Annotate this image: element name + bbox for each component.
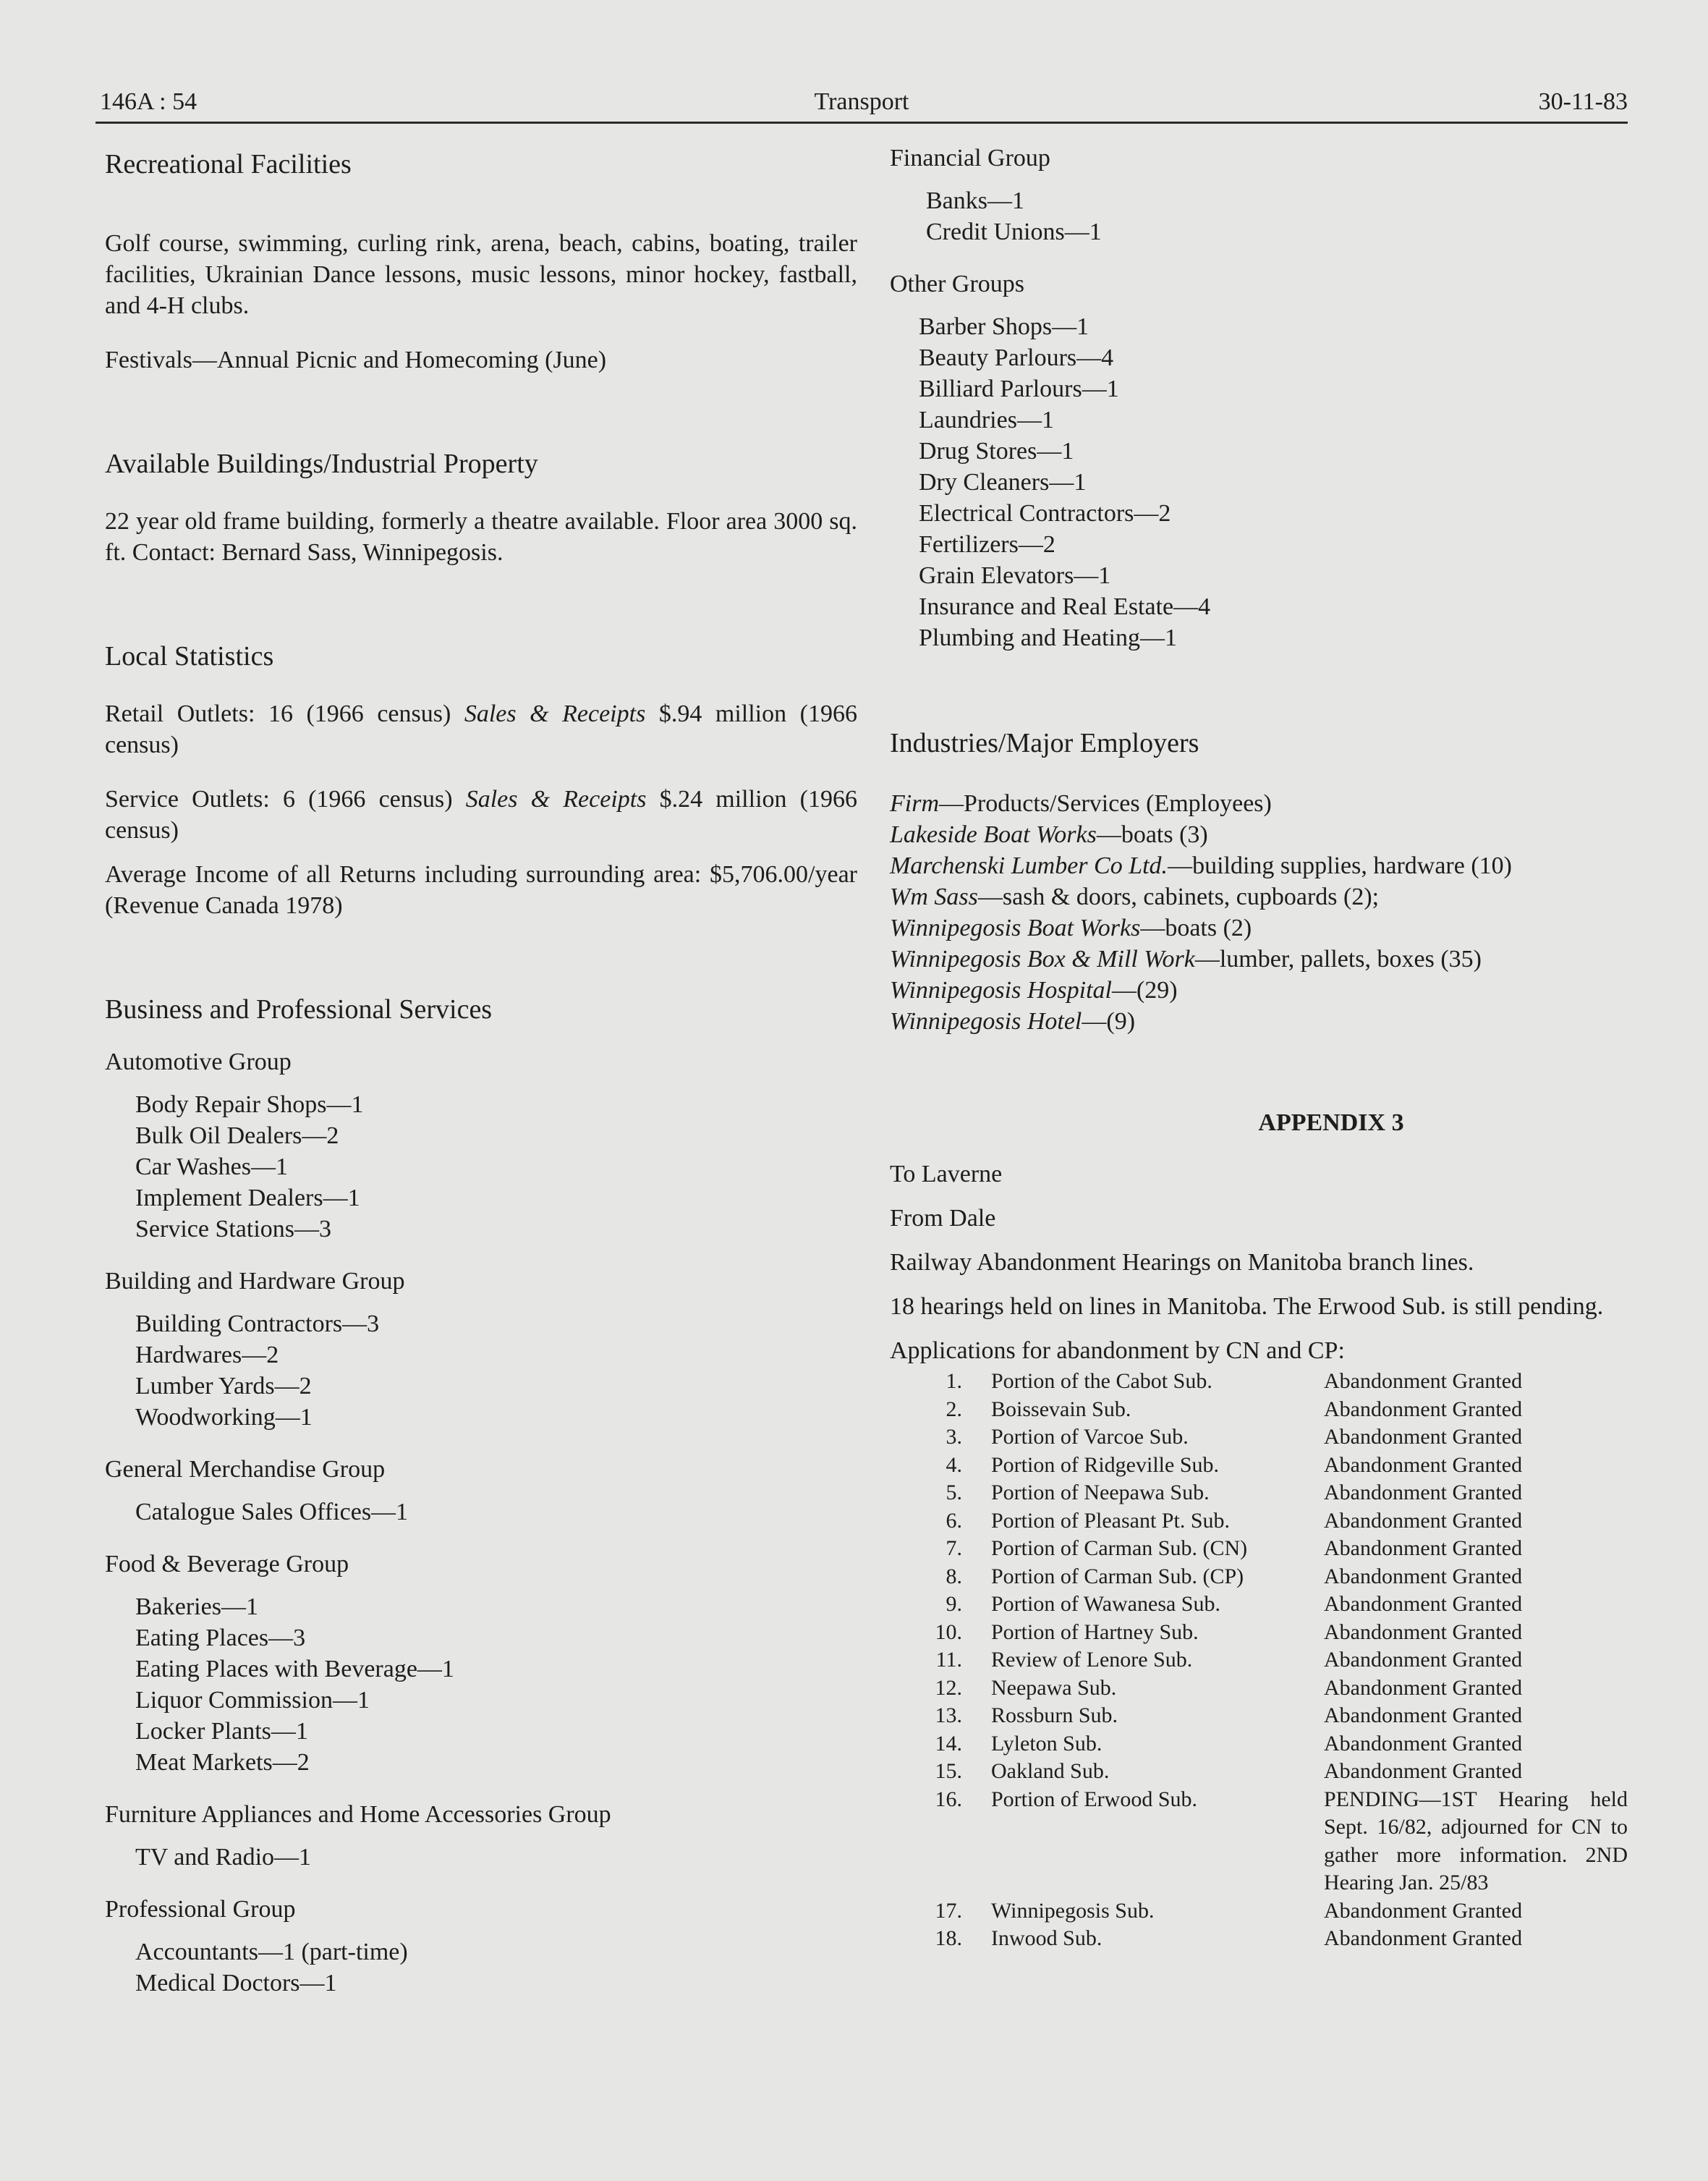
row-number: 5.	[946, 1481, 962, 1504]
abandonment-row	[904, 1368, 1628, 1396]
business-groups	[105, 1047, 857, 1999]
branch-line: Portion of the Cabot Sub.	[991, 1369, 1212, 1393]
employer-firm: Wm Sass	[890, 884, 978, 910]
employer-row	[890, 1006, 1642, 1037]
employer-row	[890, 912, 1642, 944]
branch-line: Portion of Carman Sub. (CN)	[991, 1536, 1248, 1560]
festivals-text: Festivals—Annual Picnic and Homecoming (June)	[105, 347, 607, 373]
other-groups-heading: Other Groups	[890, 271, 1025, 297]
business-group-item: Medical Doctors—1	[135, 1970, 337, 1996]
business-group-item: Car Washes—1	[135, 1153, 288, 1180]
employer-firm: Winnipegosis Hotel	[890, 1008, 1082, 1035]
industries-heading: Industries/Major Employers	[890, 728, 1199, 758]
other-group-item: Billiard Parlours—1	[919, 376, 1119, 402]
business-group-item: Catalogue Sales Offices—1	[135, 1499, 409, 1525]
financial-group-item: Credit Unions—1	[926, 219, 1102, 245]
buildings-text: 22 year old frame building, formerly a theatre available. Floor area 3000 sq. ft. Contact: Bernard Sass, Winnipegosis.	[105, 508, 857, 566]
branch-line: Inwood Sub.	[991, 1926, 1102, 1950]
branch-line: Boissevain Sub.	[991, 1397, 1131, 1421]
business-group-heading: Automotive Group	[105, 1049, 292, 1075]
employer-description: —(9)	[1082, 1008, 1136, 1035]
business-group-item: Body Repair Shops—1	[135, 1091, 364, 1118]
business-group-items	[135, 1089, 857, 1245]
branch-line: Winnipegosis Sub.	[991, 1898, 1155, 1923]
row-number: 17.	[935, 1898, 962, 1923]
branch-line: Lyleton Sub.	[991, 1731, 1102, 1756]
row-number: 3.	[946, 1425, 962, 1449]
other-items	[919, 311, 1642, 653]
branch-line: Rossburn Sub.	[991, 1703, 1118, 1727]
branch-line: Review of Lenore Sub.	[991, 1648, 1193, 1672]
employer-row	[890, 944, 1642, 975]
other-group-item: Barber Shops—1	[919, 313, 1089, 340]
other-group-item: Electrical Contractors—2	[919, 500, 1171, 527]
abandonment-row	[904, 1702, 1628, 1730]
other-group-item: Drug Stores—1	[919, 438, 1074, 465]
memo-hearings-held: 18 hearings held on lines in Manitoba. The Erwood Sub. is still pending.	[890, 1293, 1604, 1320]
row-number: 10.	[935, 1619, 962, 1644]
hearing-status: Abandonment Granted	[1324, 1592, 1523, 1616]
financial-group-heading: Financial Group	[890, 145, 1050, 171]
employer-description: —(29)	[1111, 977, 1178, 1004]
recreational-text: Golf course, swimming, curling rink, arena, beach, cabins, boating, trailer facilities, Ukrainian Dance lessons, music lessons, minor hockey, fastball, and 4-H clubs.	[105, 230, 857, 319]
branch-line: Neepawa Sub.	[991, 1675, 1117, 1700]
abandonment-row	[904, 1619, 1628, 1647]
abandonment-row	[904, 1674, 1628, 1703]
business-group-item: Liquor Commission—1	[135, 1687, 370, 1714]
abandonment-row	[904, 1507, 1628, 1536]
business-group-heading: Furniture Appliances and Home Accessories Group	[105, 1801, 611, 1828]
page-number: 146A : 54	[100, 88, 197, 115]
business-group-heading: General Merchandise Group	[105, 1456, 386, 1483]
other-group-item: Laundries—1	[919, 407, 1054, 433]
business-group-item: TV and Radio—1	[135, 1844, 312, 1871]
running-title: Transport	[814, 88, 909, 115]
business-group-items	[135, 1591, 857, 1778]
branch-line: Portion of Varcoe Sub.	[991, 1425, 1189, 1449]
branch-line: Portion of Carman Sub. (CP)	[991, 1564, 1244, 1588]
employer-description: —boats (3)	[1096, 821, 1208, 848]
appendix-title: APPENDIX 3	[1258, 1109, 1404, 1136]
employer-firm: Lakeside Boat Works	[890, 821, 1097, 848]
employer-description: —lumber, pallets, boxes (35)	[1194, 946, 1482, 973]
business-group-item: Eating Places with Beverage—1	[135, 1656, 454, 1682]
business-group-items	[135, 1496, 857, 1528]
employer-row	[890, 819, 1642, 850]
row-number: 14.	[935, 1731, 962, 1756]
branch-line: Portion of Neepawa Sub.	[991, 1481, 1210, 1504]
employer-firm: Winnipegosis Hospital	[890, 977, 1112, 1004]
employer-firm: Winnipegosis Box & Mill Work	[890, 946, 1195, 973]
row-number: 16.	[935, 1787, 962, 1811]
abandonment-row	[904, 1758, 1628, 1786]
business-heading: Business and Professional Services	[105, 994, 493, 1025]
abandonment-row	[904, 1897, 1628, 1926]
business-group-items	[135, 1936, 857, 1999]
business-group-heading: Food & Beverage Group	[105, 1551, 349, 1577]
abandonment-row	[904, 1786, 1628, 1897]
business-group-heading: Professional Group	[105, 1896, 296, 1923]
abandonment-table	[904, 1368, 1628, 1953]
memo-applications: Applications for abandonment by CN and CP:	[890, 1337, 1345, 1364]
abandonment-row	[904, 1730, 1628, 1758]
hearing-status: Abandonment Granted	[1324, 1619, 1523, 1644]
business-group-item: Hardwares—2	[135, 1342, 279, 1368]
employer-row	[890, 881, 1642, 912]
financial-group-item: Banks—1	[926, 187, 1024, 214]
branch-line: Portion of Ridgeville Sub.	[991, 1452, 1219, 1477]
row-number: 15.	[935, 1759, 962, 1783]
buildings-heading: Available Buildings/Industrial Property	[105, 449, 538, 479]
page-header	[95, 85, 1628, 124]
abandonment-row	[904, 1423, 1628, 1452]
employer-firm: Firm	[890, 790, 939, 817]
hearing-status: PENDING—1ST Hearing held Sept. 16/82, adjourned for CN to gather more information. 2ND Hearing Jan. 25/83	[1324, 1787, 1628, 1894]
stats-heading: Local Statistics	[105, 641, 274, 672]
row-number: 8.	[946, 1564, 962, 1588]
employer-row	[890, 975, 1642, 1006]
branch-line: Portion of Pleasant Pt. Sub.	[991, 1508, 1231, 1533]
hearing-status: Abandonment Granted	[1324, 1536, 1523, 1560]
hearing-status: Abandonment Granted	[1324, 1564, 1523, 1588]
memo-from: From Dale	[890, 1205, 996, 1232]
hearing-status: Abandonment Granted	[1324, 1898, 1523, 1923]
hearing-status: Abandonment Granted	[1324, 1648, 1523, 1672]
business-group-item: Woodworking—1	[135, 1404, 313, 1431]
branch-line: Portion of Erwood Sub.	[991, 1787, 1197, 1811]
hearing-status: Abandonment Granted	[1324, 1481, 1523, 1504]
business-group-item: Accountants—1 (part-time)	[135, 1939, 408, 1965]
employer-description: —building supplies, hardware (10)	[1168, 852, 1512, 879]
row-number: 9.	[946, 1592, 962, 1616]
business-group-item: Meat Markets—2	[135, 1749, 310, 1776]
row-number: 6.	[946, 1508, 962, 1533]
right-column	[890, 143, 1642, 1953]
row-number: 13.	[935, 1703, 962, 1727]
other-group-item: Fertilizers—2	[919, 531, 1055, 558]
hearing-status: Abandonment Granted	[1324, 1508, 1523, 1533]
hearing-status: Abandonment Granted	[1324, 1425, 1523, 1449]
recreational-heading: Recreational Facilities	[105, 149, 352, 179]
row-number: 2.	[946, 1397, 962, 1421]
hearing-status: Abandonment Granted	[1324, 1731, 1523, 1756]
abandonment-row	[904, 1591, 1628, 1619]
business-group-item: Bakeries—1	[135, 1593, 258, 1620]
page-date: 30-11-83	[1538, 88, 1628, 115]
other-group-item: Grain Elevators—1	[919, 562, 1111, 589]
business-group-item: Implement Dealers—1	[135, 1185, 360, 1211]
employer-firm: Winnipegosis Boat Works	[890, 915, 1141, 941]
hearing-status: Abandonment Granted	[1324, 1369, 1523, 1393]
row-number: 4.	[946, 1452, 962, 1477]
financial-items	[926, 185, 1642, 247]
other-group-item: Plumbing and Heating—1	[919, 624, 1177, 651]
service-outlets-text: Service Outlets: 6 (1966 census) Sales & Receipts $.24 million (1966 census)	[105, 786, 857, 844]
industries-list	[890, 788, 1642, 1037]
abandonment-row	[904, 1646, 1628, 1674]
row-number: 18.	[935, 1926, 962, 1950]
hearing-status: Abandonment Granted	[1324, 1926, 1523, 1950]
other-group-item: Beauty Parlours—4	[919, 344, 1114, 371]
employer-row	[890, 788, 1642, 819]
hearing-status: Abandonment Granted	[1324, 1397, 1523, 1421]
branch-line: Portion of Wawanesa Sub.	[991, 1592, 1220, 1616]
hearing-status: Abandonment Granted	[1324, 1452, 1523, 1477]
business-group-items	[135, 1308, 857, 1433]
business-group-item: Building Contractors—3	[135, 1310, 380, 1337]
business-group-item: Bulk Oil Dealers—2	[135, 1122, 339, 1149]
other-group-item: Dry Cleaners—1	[919, 469, 1087, 496]
hearing-status: Abandonment Granted	[1324, 1759, 1523, 1783]
average-income-text: Average Income of all Returns including surrounding area: $5,706.00/year (Revenue Canada 1978)	[105, 861, 857, 919]
row-number: 12.	[935, 1675, 962, 1700]
business-group-item: Eating Places—3	[135, 1625, 306, 1651]
memo-subject: Railway Abandonment Hearings on Manitoba branch lines.	[890, 1249, 1474, 1276]
employer-description: —boats (2)	[1140, 915, 1252, 941]
left-column	[105, 148, 857, 2020]
employer-description: —sash & doors, cabinets, cupboards (2);	[977, 884, 1380, 910]
abandonment-row	[904, 1563, 1628, 1591]
abandonment-row	[904, 1479, 1628, 1507]
abandonment-row	[904, 1925, 1628, 1953]
branch-line: Portion of Hartney Sub.	[991, 1619, 1199, 1644]
abandonment-row	[904, 1452, 1628, 1480]
memo-to: To Laverne	[890, 1161, 1003, 1187]
row-number: 1.	[946, 1369, 962, 1393]
other-group-item: Insurance and Real Estate—4	[919, 593, 1211, 620]
employer-firm: Marchenski Lumber Co Ltd.	[890, 852, 1168, 879]
hearing-status: Abandonment Granted	[1324, 1675, 1523, 1700]
branch-line: Oakland Sub.	[991, 1759, 1110, 1783]
employer-row	[890, 850, 1642, 881]
business-group-item: Lumber Yards—2	[135, 1373, 312, 1399]
row-number: 11.	[935, 1648, 962, 1672]
business-group-item: Service Stations—3	[135, 1216, 332, 1242]
abandonment-row	[904, 1535, 1628, 1563]
abandonment-row	[904, 1396, 1628, 1424]
hearing-status: Abandonment Granted	[1324, 1703, 1523, 1727]
row-number: 7.	[946, 1536, 962, 1560]
retail-outlets-text: Retail Outlets: 16 (1966 census) Sales & Receipts $.94 million (1966 census)	[105, 700, 857, 758]
employer-description: —Products/Services (Employees)	[939, 790, 1272, 817]
business-group-heading: Building and Hardware Group	[105, 1268, 405, 1295]
business-group-items	[135, 1842, 857, 1873]
business-group-item: Locker Plants—1	[135, 1718, 308, 1745]
